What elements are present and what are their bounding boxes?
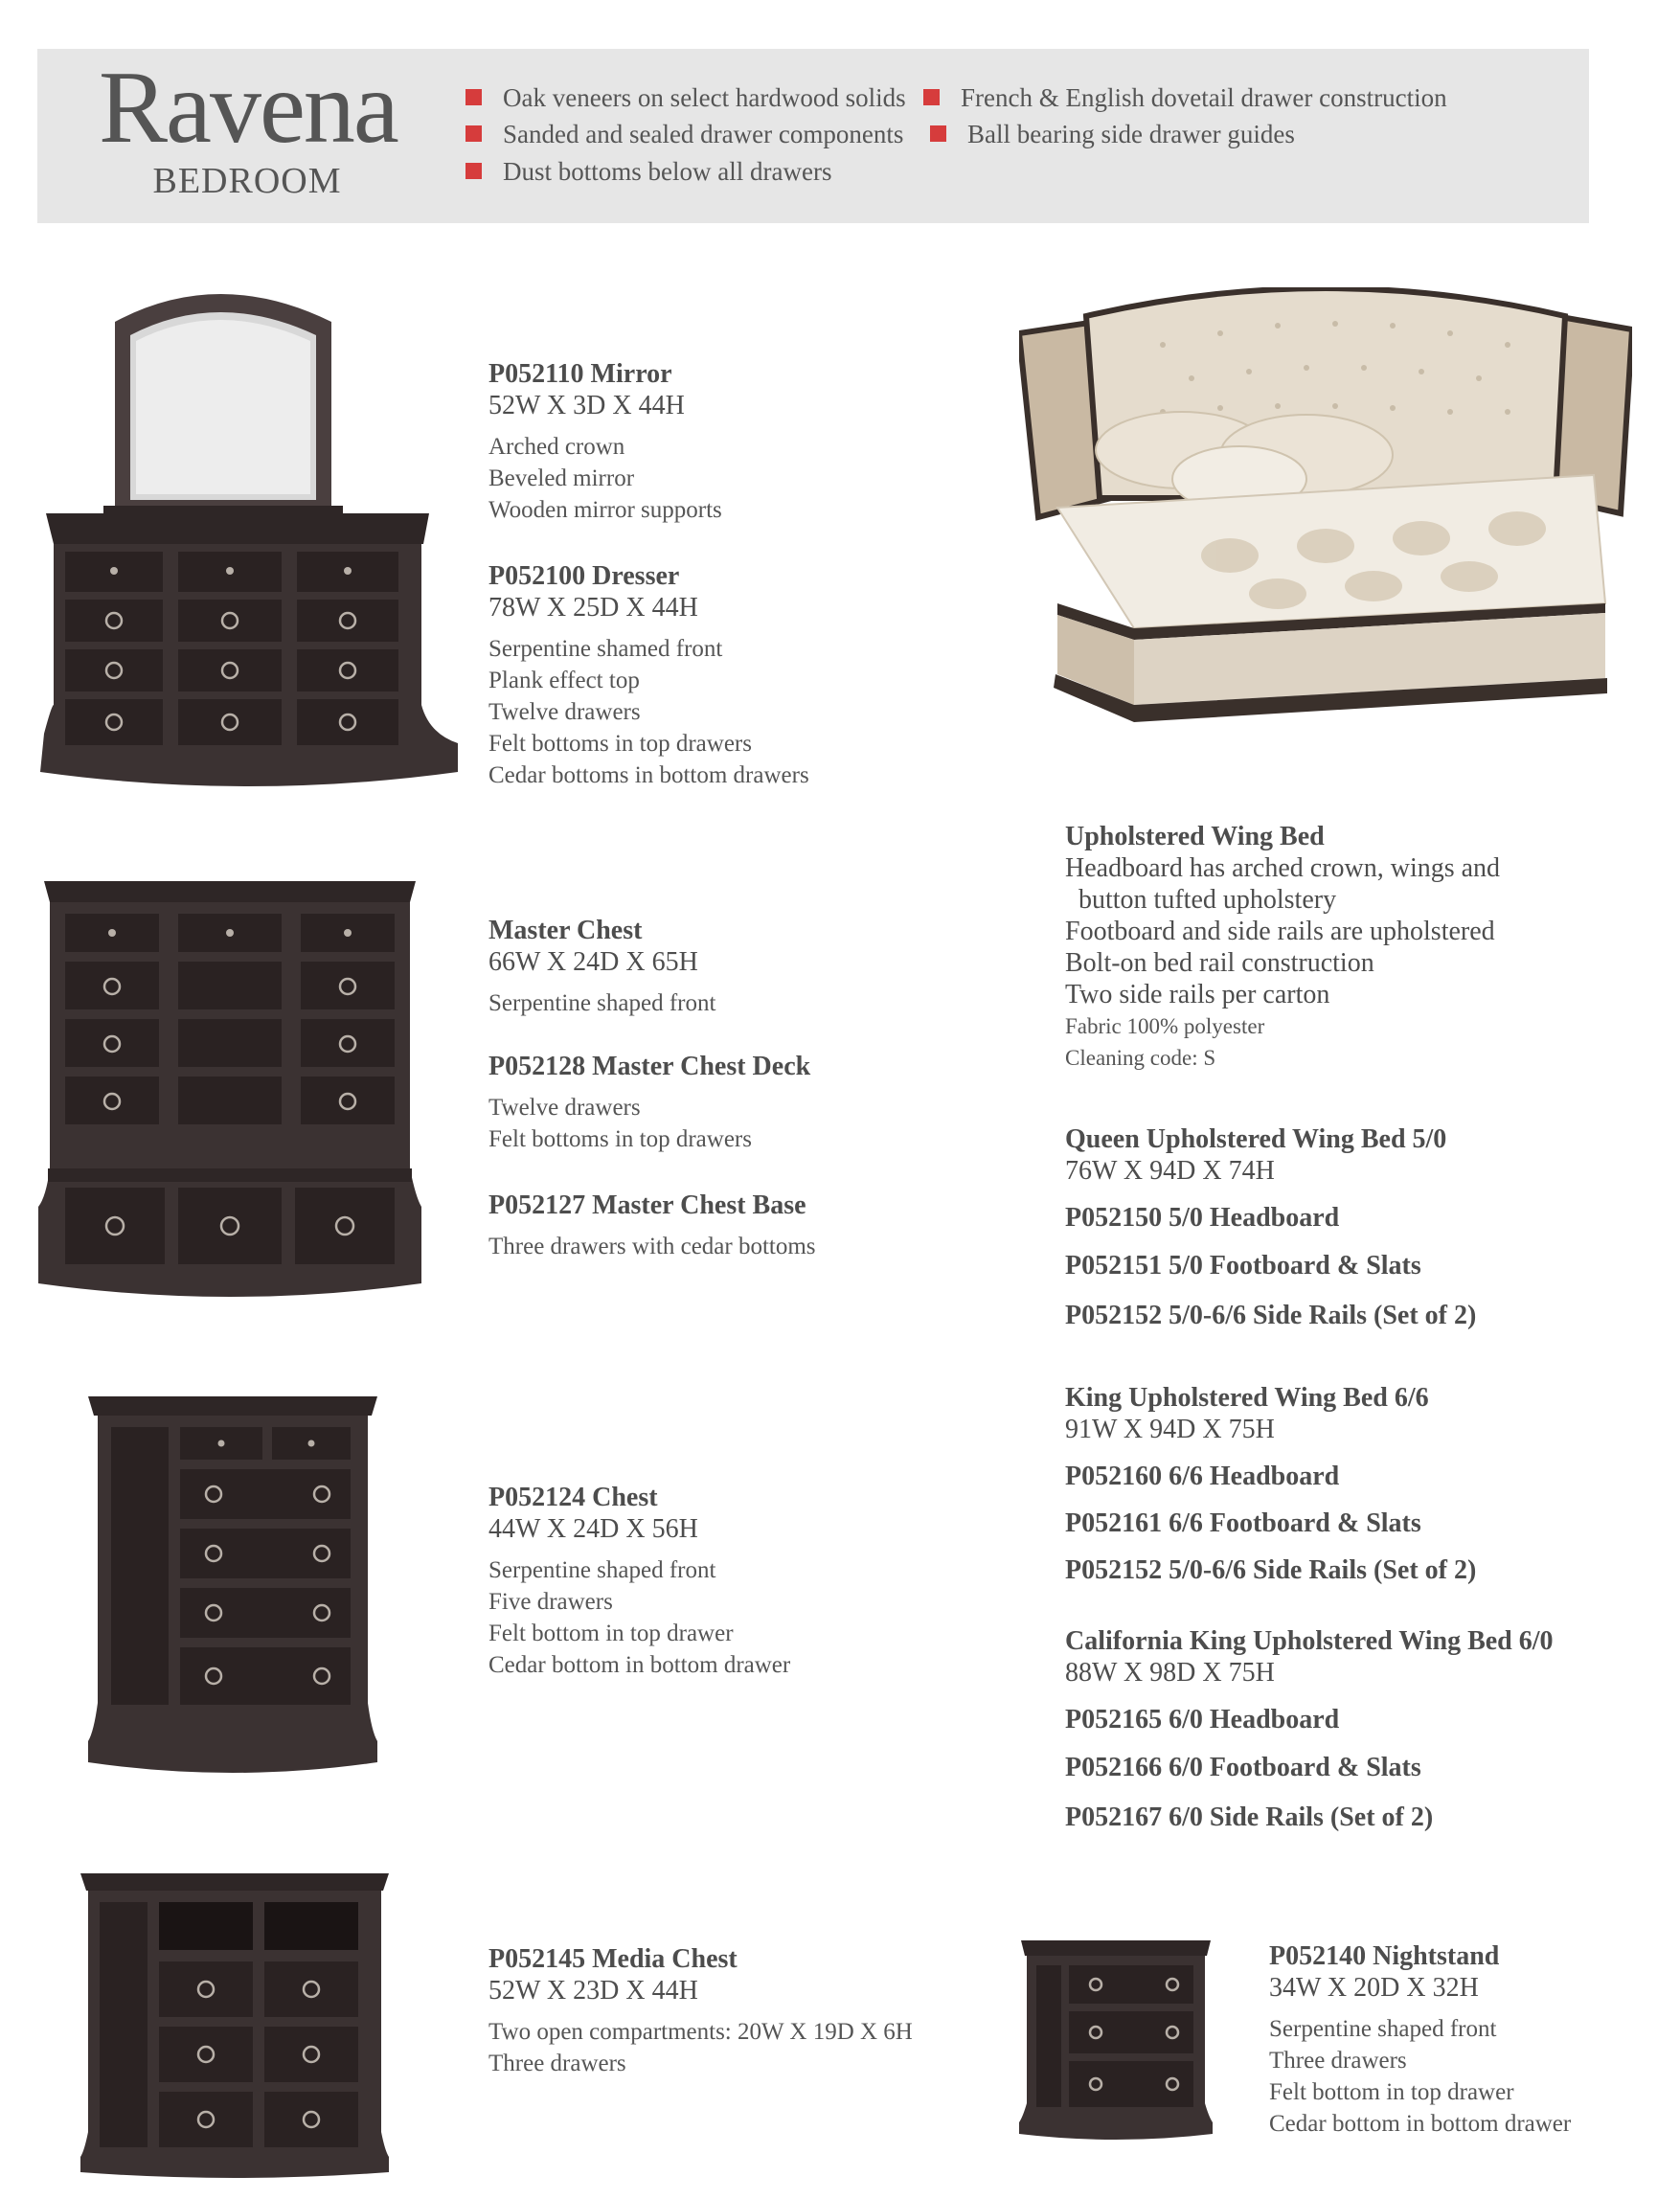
- media-chest-dimensions: 52W X 23D X 44H: [488, 1976, 698, 2006]
- king-bed-spec: [1065, 1382, 1476, 1586]
- brand-subtitle: BEDROOM: [152, 161, 342, 201]
- queen-bed-dimensions: 76W X 94D X 74H: [1065, 1156, 1275, 1186]
- dresser-title: P052100 Dresser: [488, 561, 680, 591]
- dresser-feature: Cedar bottoms in bottom drawers: [488, 762, 809, 788]
- dresser-dimensions: 78W X 25D X 44H: [488, 593, 698, 623]
- nightstand-dimensions: 34W X 20D X 32H: [1269, 1973, 1479, 2003]
- bullet-square-icon: [465, 125, 482, 142]
- bed-feature: Two side rails per carton: [1065, 980, 1330, 1009]
- queen-bed-title: Queen Upholstered Wing Bed 5/0: [1065, 1124, 1447, 1154]
- master-chest-spec: [488, 915, 715, 1019]
- california-king-bed-part: P052167 6/0 Side Rails (Set of 2): [1065, 1802, 1434, 1832]
- media-chest-image: [77, 1873, 393, 2180]
- queen-bed-part: P052150 5/0 Headboard: [1065, 1203, 1340, 1233]
- mirror-spec: [488, 358, 722, 526]
- king-bed-part: P052160 6/6 Headboard: [1065, 1462, 1340, 1491]
- bullet-square-icon: [465, 163, 482, 179]
- media-chest-title: P052145 Media Chest: [488, 1944, 738, 1974]
- mirror-feature: Wooden mirror supports: [488, 497, 722, 523]
- bed-cleaning-code: Cleaning code: S: [1065, 1046, 1216, 1070]
- nightstand-feature: Cedar bottom in bottom drawer: [1269, 2111, 1572, 2137]
- bullet-square-icon: [930, 125, 946, 142]
- dresser-feature: Twelve drawers: [488, 699, 641, 725]
- california-king-bed-title: California King Upholstered Wing Bed 6/0: [1065, 1626, 1554, 1656]
- feature-item: Oak veneers on select hardwood solids: [465, 83, 906, 113]
- king-bed-title: King Upholstered Wing Bed 6/6: [1065, 1383, 1429, 1413]
- bullet-square-icon: [923, 89, 940, 105]
- mirror-feature: Beveled mirror: [488, 465, 635, 491]
- nightstand-feature: Serpentine shaped front: [1269, 2016, 1497, 2042]
- nightstand-feature: Felt bottom in top drawer: [1269, 2079, 1514, 2105]
- queen-bed-part: P052152 5/0-6/6 Side Rails (Set of 2): [1065, 1301, 1477, 1330]
- brand-title: Ravena: [99, 51, 397, 165]
- dresser-mirror-image: [36, 283, 458, 801]
- master-chest-base-title: P052127 Master Chest Base: [488, 1190, 806, 1220]
- feature-item: Ball bearing side drawer guides: [930, 120, 1295, 149]
- chest-feature: Cedar bottom in bottom drawer: [488, 1652, 791, 1678]
- chest-feature: Serpentine shaped front: [488, 1557, 716, 1583]
- chest-spec: [488, 1482, 790, 1681]
- bed-title: Upholstered Wing Bed: [1065, 822, 1325, 851]
- feature-item: French & English dovetail drawer construction: [923, 83, 1447, 113]
- dresser-feature: Serpentine shamed front: [488, 636, 723, 662]
- master-chest-feature: Serpentine shaped front: [488, 990, 716, 1016]
- bed-feature: Footboard and side rails are upholstered: [1065, 917, 1495, 946]
- nightstand-image: [1019, 1940, 1213, 2142]
- master-chest-deck-feature: Felt bottoms in top drawers: [488, 1126, 752, 1152]
- media-chest-feature: Three drawers: [488, 2051, 626, 2076]
- bed-spec: [1065, 821, 1500, 1074]
- chest-image: [84, 1396, 381, 1780]
- bed-feature: button tufted upholstery: [1078, 885, 1337, 915]
- nightstand-title: P052140 Nightstand: [1269, 1941, 1500, 1971]
- mirror-title: P052110 Mirror: [488, 359, 672, 389]
- dresser-feature: Plank effect top: [488, 668, 640, 693]
- king-bed-part: P052152 5/0-6/6 Side Rails (Set of 2): [1065, 1555, 1477, 1585]
- california-king-bed-spec: [1065, 1625, 1554, 1833]
- master-chest-dimensions: 66W X 24D X 65H: [488, 947, 698, 977]
- master-chest-base-feature: Three drawers with cedar bottoms: [488, 1234, 816, 1259]
- bed-feature: Bolt-on bed rail construction: [1065, 948, 1374, 978]
- queen-bed-spec: [1065, 1123, 1476, 1331]
- media-chest-spec: [488, 1943, 913, 2079]
- wing-bed-image: [1019, 287, 1632, 757]
- master-chest-image: [38, 881, 421, 1303]
- master-chest-deck-spec: [488, 1051, 810, 1155]
- bed-feature: Headboard has arched crown, wings and: [1065, 853, 1501, 883]
- feature-item: Sanded and sealed drawer components: [465, 120, 903, 149]
- master-chest-base-spec: [488, 1190, 816, 1262]
- bed-fabric: Fabric 100% polyester: [1065, 1014, 1265, 1038]
- california-king-bed-part: P052166 6/0 Footboard & Slats: [1065, 1753, 1421, 1782]
- california-king-bed-dimensions: 88W X 98D X 75H: [1065, 1658, 1275, 1688]
- dresser-feature: Felt bottoms in top drawers: [488, 731, 752, 757]
- master-chest-deck-title: P052128 Master Chest Deck: [488, 1052, 811, 1081]
- mirror-feature: Arched crown: [488, 434, 625, 460]
- bullet-square-icon: [465, 89, 482, 105]
- master-chest-title: Master Chest: [488, 916, 643, 945]
- feature-item: Dust bottoms below all drawers: [465, 157, 831, 187]
- media-chest-feature: Two open compartments: 20W X 19D X 6H: [488, 2019, 913, 2045]
- chest-feature: Felt bottom in top drawer: [488, 1621, 734, 1646]
- mirror-dimensions: 52W X 3D X 44H: [488, 391, 685, 420]
- king-bed-part: P052161 6/6 Footboard & Slats: [1065, 1508, 1421, 1538]
- chest-feature: Five drawers: [488, 1589, 613, 1615]
- nightstand-feature: Three drawers: [1269, 2048, 1407, 2074]
- chest-title: P052124 Chest: [488, 1483, 658, 1512]
- california-king-bed-part: P052165 6/0 Headboard: [1065, 1705, 1340, 1734]
- nightstand-spec: [1269, 1940, 1571, 2140]
- dresser-spec: [488, 560, 809, 791]
- chest-dimensions: 44W X 24D X 56H: [488, 1514, 698, 1544]
- queen-bed-part: P052151 5/0 Footboard & Slats: [1065, 1251, 1421, 1281]
- header-banner: [37, 49, 1589, 223]
- master-chest-deck-feature: Twelve drawers: [488, 1095, 641, 1121]
- king-bed-dimensions: 91W X 94D X 75H: [1065, 1415, 1275, 1444]
